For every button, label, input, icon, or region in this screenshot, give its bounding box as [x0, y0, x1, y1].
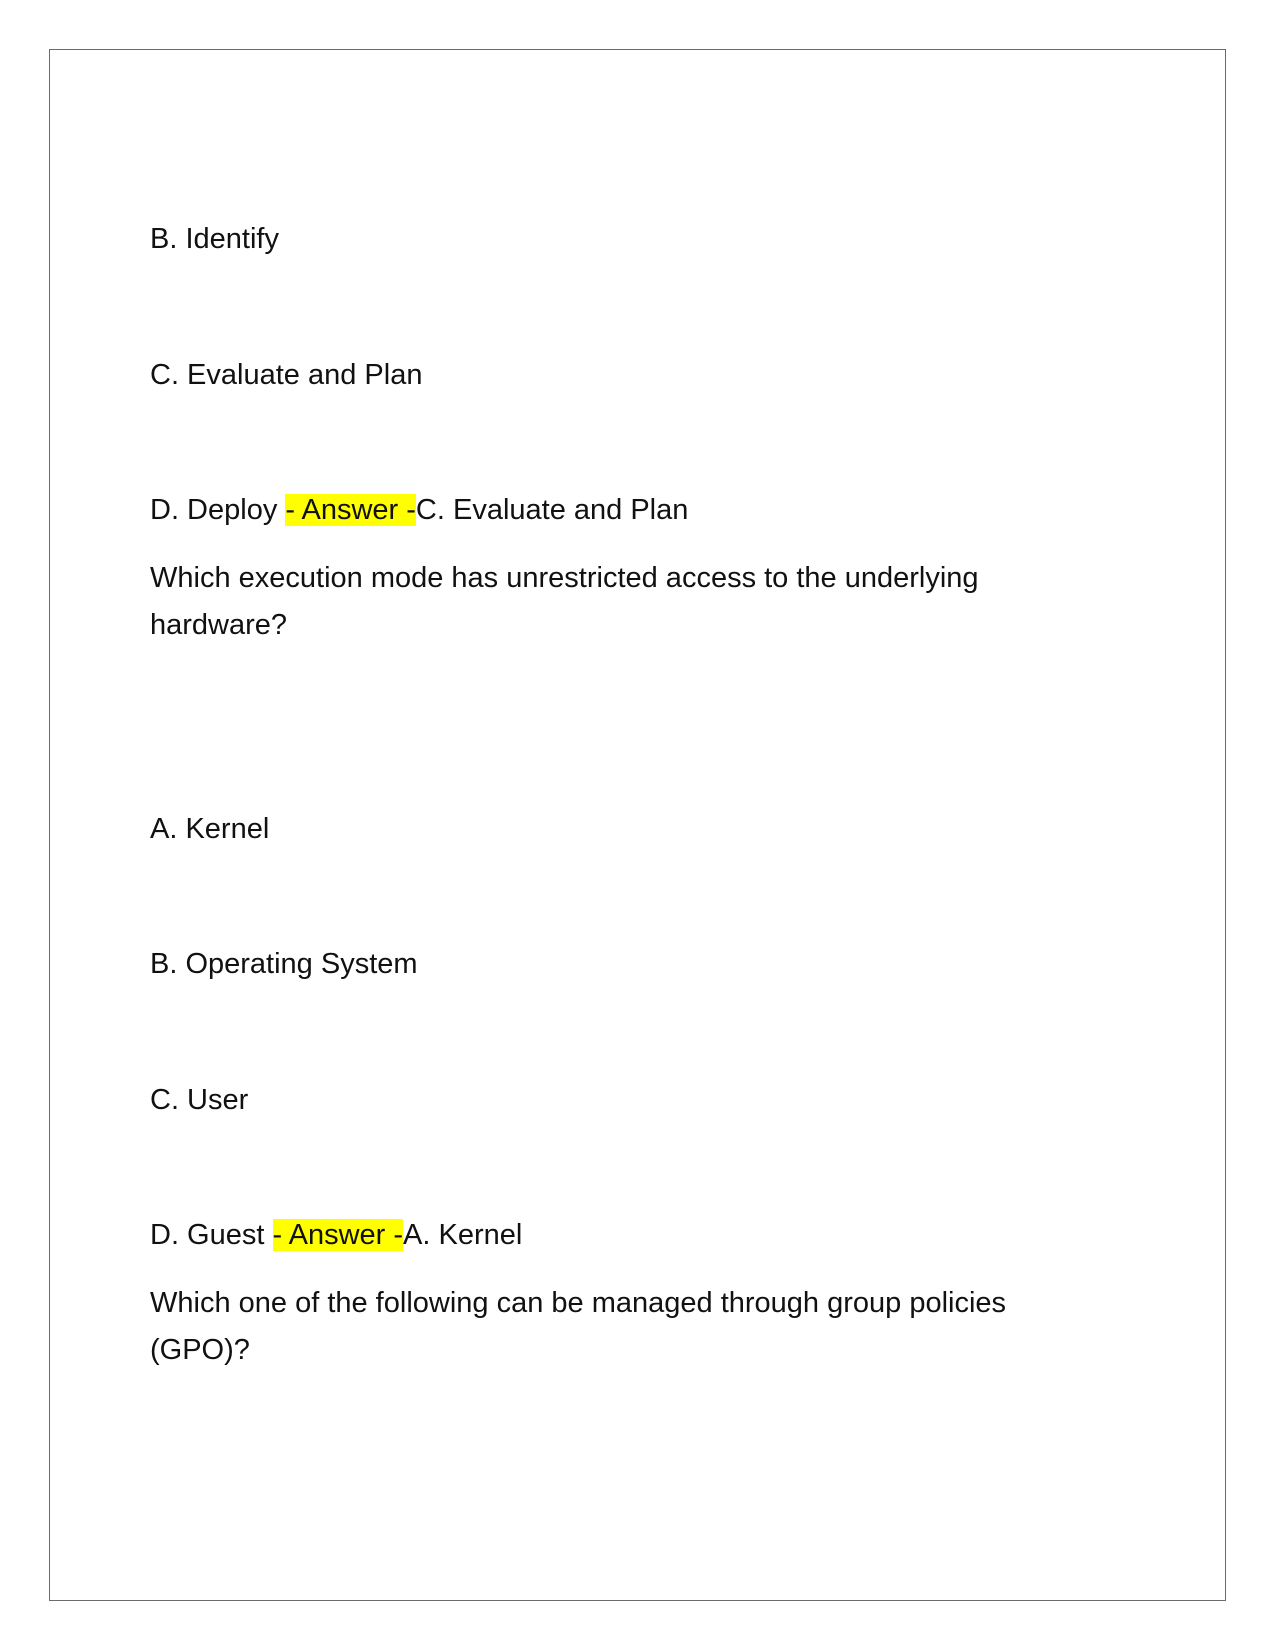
option-c-evaluate-and-plan: C. Evaluate and Plan [150, 359, 423, 391]
option-d-guest-text: D. Guest [150, 1219, 273, 1251]
option-d-deploy-with-answer [150, 487, 688, 533]
option-a-kernel: A. Kernel [150, 813, 270, 845]
answer-value-1: C. Evaluate and Plan [415, 494, 689, 526]
answer-highlight-1: - Answer - [285, 494, 416, 526]
answer-value-2: A. Kernel [403, 1219, 523, 1251]
question-group-policies: Which one of the following can be managed through group policies (GPO)? [150, 1287, 1007, 1366]
question-execution-mode: Which execution mode has unrestricted access to the underlying hardware? [150, 562, 979, 641]
option-c-user: C. User [150, 1084, 249, 1116]
answer-highlight-2: - Answer - [272, 1219, 404, 1251]
option-b-identify: B. Identify [150, 223, 279, 255]
option-b-operating-system: B. Operating System [150, 948, 418, 980]
option-d-guest-with-answer [150, 1212, 522, 1258]
option-d-deploy-text: D. Deploy [150, 494, 286, 526]
